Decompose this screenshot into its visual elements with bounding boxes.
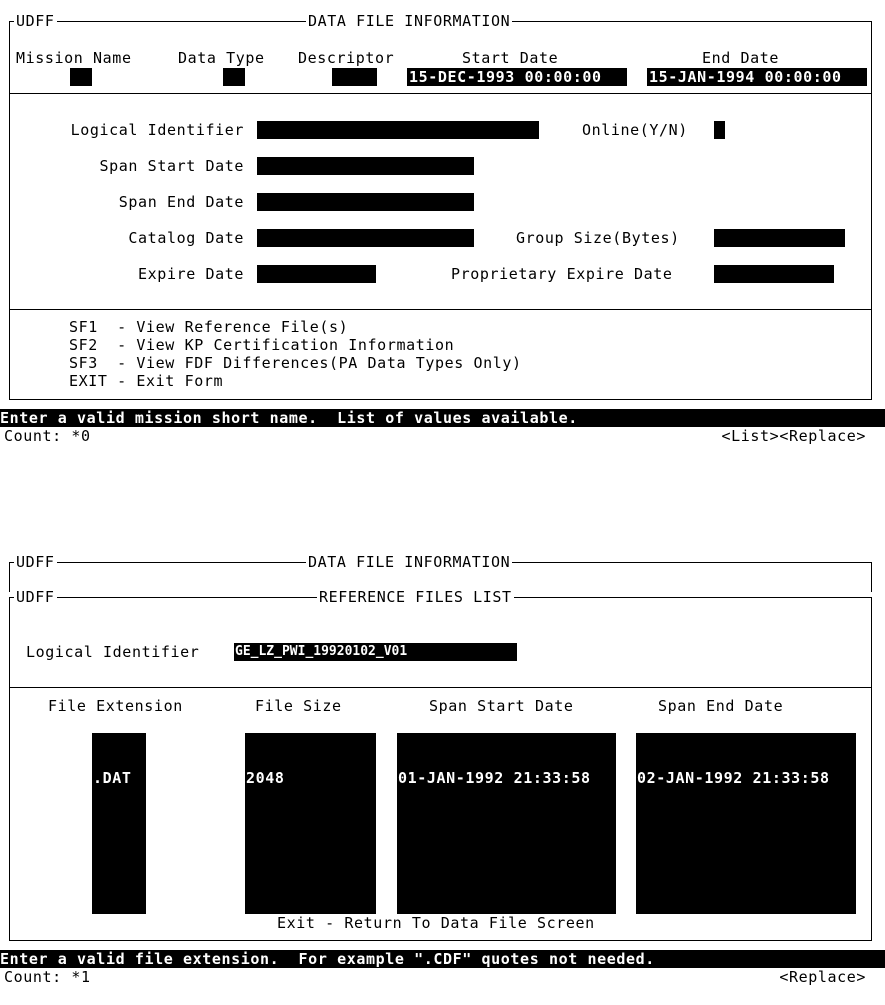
span-end-date-column[interactable] xyxy=(636,733,856,914)
expire-date-label: Expire Date xyxy=(138,265,244,283)
menu-item-sf1[interactable]: SF1 - View Reference File(s) xyxy=(69,318,349,336)
logical-identifier-label: Logical Identifier xyxy=(70,121,244,139)
status-message: Enter a valid file extension. For example ".CDF" quotes not needed. xyxy=(0,950,885,968)
logical-identifier-label: Logical Identifier xyxy=(26,643,200,661)
file-extension-header: File Extension xyxy=(48,697,183,715)
group-size-field[interactable] xyxy=(714,229,845,247)
descriptor-header: Descriptor xyxy=(298,49,395,67)
online-label: Online(Y/N) xyxy=(582,121,688,139)
data-type-header: Data Type xyxy=(178,49,265,67)
key-hints: <List><Replace> xyxy=(721,427,866,445)
start-date-value: 15-DEC-1993 00:00:00 xyxy=(409,68,602,86)
table-row-file-size[interactable]: 2048 xyxy=(246,769,285,787)
file-size-header: File Size xyxy=(255,697,342,715)
proprietary-expire-date-label: Proprietary Expire Date xyxy=(451,265,673,283)
span-end-date-header: Span End Date xyxy=(658,697,784,715)
expire-date-field[interactable] xyxy=(257,265,376,283)
mission-name-header: Mission Name xyxy=(16,49,132,67)
exit-instruction[interactable]: Exit - Return To Data File Screen xyxy=(277,914,595,932)
data-type-field[interactable] xyxy=(223,68,245,86)
end-date-header: End Date xyxy=(702,49,780,67)
span-start-date-field[interactable] xyxy=(257,157,474,175)
span-end-date-field[interactable] xyxy=(257,193,474,211)
screen2-inner-app-code: UDFF xyxy=(16,588,55,606)
online-field[interactable] xyxy=(714,121,725,139)
table-row-file-extension[interactable]: .DAT xyxy=(93,769,132,787)
divider xyxy=(9,309,872,310)
proprietary-expire-date-field[interactable] xyxy=(714,265,834,283)
menu-item-sf3[interactable]: SF3 - View FDF Differences(PA Data Types Only) xyxy=(69,354,522,372)
status-message: Enter a valid mission short name. List of values available. xyxy=(0,409,885,427)
span-start-date-header: Span Start Date xyxy=(429,697,574,715)
start-date-header: Start Date xyxy=(462,49,559,67)
divider xyxy=(9,687,872,688)
screen1-app-code: UDFF xyxy=(16,12,55,30)
descriptor-field[interactable] xyxy=(332,68,377,86)
span-start-date-label: Span Start Date xyxy=(99,157,244,175)
record-count: Count: *0 xyxy=(4,427,91,445)
record-count: Count: *1 xyxy=(4,968,91,986)
span-end-date-label: Span End Date xyxy=(118,193,244,211)
menu-item-sf2[interactable]: SF2 - View KP Certification Information xyxy=(69,336,455,354)
screen2-outer-title: DATA FILE INFORMATION xyxy=(308,553,511,571)
file-extension-column[interactable] xyxy=(92,733,146,914)
table-row-span-end-date[interactable]: 02-JAN-1992 21:33:58 xyxy=(637,769,830,787)
end-date-value: 15-JAN-1994 00:00:00 xyxy=(649,68,842,86)
span-start-date-column[interactable] xyxy=(397,733,616,914)
file-size-column[interactable] xyxy=(245,733,376,914)
screen1-form-title: DATA FILE INFORMATION xyxy=(308,12,511,30)
divider xyxy=(9,93,872,94)
catalog-date-label: Catalog Date xyxy=(128,229,244,247)
menu-item-exit[interactable]: EXIT - Exit Form xyxy=(69,372,224,390)
catalog-date-field[interactable] xyxy=(257,229,474,247)
logical-identifier-value: GE_LZ_PWI_19920102_V01 xyxy=(235,644,408,659)
mission-name-field[interactable] xyxy=(70,68,92,86)
screen2-outer-app-code: UDFF xyxy=(16,553,55,571)
key-hints: <Replace> xyxy=(779,968,866,986)
logical-identifier-field[interactable] xyxy=(257,121,539,139)
group-size-label: Group Size(Bytes) xyxy=(516,229,680,247)
screen2-inner-title: REFERENCE FILES LIST xyxy=(319,588,512,606)
table-row-span-start-date[interactable]: 01-JAN-1992 21:33:58 xyxy=(398,769,591,787)
